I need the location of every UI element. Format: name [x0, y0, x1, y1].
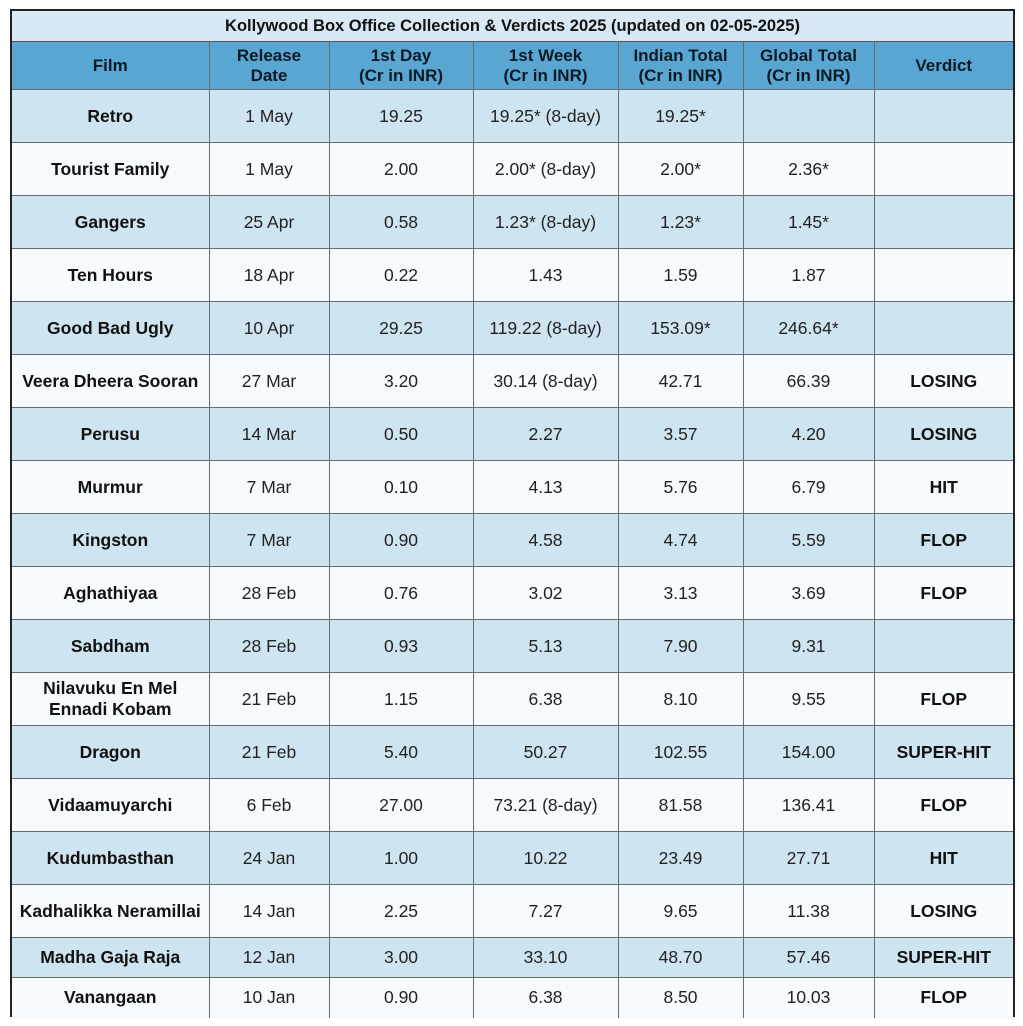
- header-global-line2: (Cr in INR): [766, 65, 851, 85]
- cell-first-week: 2.00* (8-day): [473, 143, 618, 196]
- header-day1-line1: 1st Day: [370, 45, 432, 65]
- cell-film: Aghathiyaa: [12, 567, 209, 620]
- cell-release-date: 21 Feb: [209, 726, 329, 779]
- cell-release-date: 14 Jan: [209, 885, 329, 938]
- cell-global-total: 1.45*: [743, 196, 874, 249]
- cell-indian-total: 2.00*: [618, 143, 743, 196]
- cell-release-date: 12 Jan: [209, 938, 329, 978]
- header-release-date: [209, 42, 329, 90]
- cell-first-week: 7.27: [473, 885, 618, 938]
- cell-release-date: 28 Feb: [209, 620, 329, 673]
- cell-global-total: 9.31: [743, 620, 874, 673]
- header-first-day: [329, 42, 473, 90]
- cell-first-day: 0.58: [329, 196, 473, 249]
- table-row: [12, 249, 1013, 302]
- cell-film: Retro: [12, 90, 209, 143]
- cell-film: Veera Dheera Sooran: [12, 355, 209, 408]
- cell-first-day: 27.00: [329, 779, 473, 832]
- cell-indian-total: 153.09*: [618, 302, 743, 355]
- cell-first-day: 2.25: [329, 885, 473, 938]
- cell-first-day: 0.10: [329, 461, 473, 514]
- header-film-label: Film: [92, 55, 128, 75]
- table-row: [12, 408, 1013, 461]
- cell-verdict: LOSING: [874, 355, 1013, 408]
- table-row: [12, 978, 1013, 1018]
- table-row: [12, 567, 1013, 620]
- cell-first-week: 33.10: [473, 938, 618, 978]
- cell-global-total: 136.41: [743, 779, 874, 832]
- table-title: Kollywood Box Office Collection & Verdicts 2025 (updated on 02-05-2025): [12, 11, 1013, 42]
- cell-global-total: 3.69: [743, 567, 874, 620]
- table-row: [12, 832, 1013, 885]
- cell-verdict: HIT: [874, 461, 1013, 514]
- cell-first-day: 0.90: [329, 978, 473, 1018]
- table-body: [12, 90, 1013, 1018]
- header-indian-total: [618, 42, 743, 90]
- cell-first-day: 19.25: [329, 90, 473, 143]
- cell-first-week: 1.43: [473, 249, 618, 302]
- header-release-line2: Date: [250, 65, 288, 85]
- cell-indian-total: 3.13: [618, 567, 743, 620]
- cell-verdict: FLOP: [874, 779, 1013, 832]
- cell-first-week: 1.23* (8-day): [473, 196, 618, 249]
- header-indian-line2: (Cr in INR): [638, 65, 723, 85]
- cell-global-total: 246.64*: [743, 302, 874, 355]
- table-row: [12, 514, 1013, 567]
- cell-indian-total: 5.76: [618, 461, 743, 514]
- cell-verdict: SUPER-HIT: [874, 938, 1013, 978]
- header-global-line1: Global Total: [760, 45, 857, 65]
- cell-global-total: 4.20: [743, 408, 874, 461]
- cell-global-total: 2.36*: [743, 143, 874, 196]
- cell-indian-total: 8.10: [618, 673, 743, 726]
- table-row: [12, 355, 1013, 408]
- cell-global-total: 66.39: [743, 355, 874, 408]
- cell-film: Tourist Family: [12, 143, 209, 196]
- cell-film: Sabdham: [12, 620, 209, 673]
- cell-first-week: 4.58: [473, 514, 618, 567]
- cell-indian-total: 42.71: [618, 355, 743, 408]
- header-verdict-label: Verdict: [915, 55, 973, 75]
- cell-global-total: 57.46: [743, 938, 874, 978]
- cell-verdict: HIT: [874, 832, 1013, 885]
- cell-verdict: FLOP: [874, 567, 1013, 620]
- cell-first-day: 1.15: [329, 673, 473, 726]
- cell-film: Good Bad Ugly: [12, 302, 209, 355]
- cell-release-date: 1 May: [209, 143, 329, 196]
- cell-first-week: 6.38: [473, 978, 618, 1018]
- cell-first-week: 6.38: [473, 673, 618, 726]
- header-film: [12, 42, 209, 90]
- cell-first-day: 0.76: [329, 567, 473, 620]
- cell-first-week: 2.27: [473, 408, 618, 461]
- cell-release-date: 14 Mar: [209, 408, 329, 461]
- cell-verdict: LOSING: [874, 408, 1013, 461]
- header-week1-line1: 1st Week: [508, 45, 583, 65]
- table-row: [12, 302, 1013, 355]
- cell-indian-total: 1.59: [618, 249, 743, 302]
- cell-first-day: 3.00: [329, 938, 473, 978]
- cell-global-total: 10.03: [743, 978, 874, 1018]
- cell-global-total: [743, 90, 874, 143]
- cell-release-date: 6 Feb: [209, 779, 329, 832]
- cell-indian-total: 1.23*: [618, 196, 743, 249]
- cell-global-total: 5.59: [743, 514, 874, 567]
- cell-first-day: 0.93: [329, 620, 473, 673]
- cell-film: Kudumbasthan: [12, 832, 209, 885]
- header-day1-line2: (Cr in INR): [358, 65, 444, 85]
- cell-film: Gangers: [12, 196, 209, 249]
- header-first-week: [473, 42, 618, 90]
- cell-global-total: 154.00: [743, 726, 874, 779]
- box-office-table-container: [10, 9, 1015, 1017]
- cell-first-day: 29.25: [329, 302, 473, 355]
- cell-first-week: 119.22 (8-day): [473, 302, 618, 355]
- cell-first-day: 5.40: [329, 726, 473, 779]
- cell-verdict: [874, 249, 1013, 302]
- cell-verdict: FLOP: [874, 514, 1013, 567]
- cell-indian-total: 9.65: [618, 885, 743, 938]
- cell-first-day: 0.90: [329, 514, 473, 567]
- cell-global-total: 6.79: [743, 461, 874, 514]
- header-week1-line2: (Cr in INR): [503, 65, 588, 85]
- cell-indian-total: 19.25*: [618, 90, 743, 143]
- cell-global-total: 11.38: [743, 885, 874, 938]
- cell-release-date: 21 Feb: [209, 673, 329, 726]
- cell-film: Perusu: [12, 408, 209, 461]
- cell-verdict: [874, 302, 1013, 355]
- cell-first-day: 0.50: [329, 408, 473, 461]
- cell-release-date: 24 Jan: [209, 832, 329, 885]
- cell-verdict: LOSING: [874, 885, 1013, 938]
- box-office-table: [12, 42, 1013, 1018]
- table-row: [12, 196, 1013, 249]
- cell-first-week: 3.02: [473, 567, 618, 620]
- cell-film: Vanangaan: [12, 978, 209, 1018]
- cell-release-date: 28 Feb: [209, 567, 329, 620]
- cell-film: Madha Gaja Raja: [12, 938, 209, 978]
- cell-first-week: 30.14 (8-day): [473, 355, 618, 408]
- header-verdict: [874, 42, 1013, 90]
- cell-first-day: 2.00: [329, 143, 473, 196]
- cell-film: Vidaamuyarchi: [12, 779, 209, 832]
- cell-first-day: 1.00: [329, 832, 473, 885]
- cell-verdict: [874, 620, 1013, 673]
- header-indian-line1: Indian Total: [633, 45, 728, 65]
- cell-verdict: [874, 90, 1013, 143]
- cell-indian-total: 4.74: [618, 514, 743, 567]
- table-header: [12, 42, 1013, 90]
- cell-verdict: [874, 196, 1013, 249]
- cell-global-total: 27.71: [743, 832, 874, 885]
- cell-verdict: FLOP: [874, 673, 1013, 726]
- cell-release-date: 10 Jan: [209, 978, 329, 1018]
- cell-indian-total: 23.49: [618, 832, 743, 885]
- table-row: [12, 143, 1013, 196]
- header-global-total: [743, 42, 874, 90]
- table-row: [12, 726, 1013, 779]
- cell-release-date: 1 May: [209, 90, 329, 143]
- table-row: [12, 673, 1013, 726]
- cell-first-week: 73.21 (8-day): [473, 779, 618, 832]
- cell-film: Dragon: [12, 726, 209, 779]
- cell-first-week: 10.22: [473, 832, 618, 885]
- table-row: [12, 938, 1013, 978]
- cell-first-week: 5.13: [473, 620, 618, 673]
- table-row: [12, 620, 1013, 673]
- cell-indian-total: 7.90: [618, 620, 743, 673]
- table-row: [12, 885, 1013, 938]
- cell-indian-total: 3.57: [618, 408, 743, 461]
- cell-release-date: 7 Mar: [209, 514, 329, 567]
- cell-indian-total: 8.50: [618, 978, 743, 1018]
- cell-release-date: 25 Apr: [209, 196, 329, 249]
- table-row: [12, 779, 1013, 832]
- cell-release-date: 10 Apr: [209, 302, 329, 355]
- cell-film: Kadhalikka Neramillai: [12, 885, 209, 938]
- cell-first-week: 4.13: [473, 461, 618, 514]
- header-release-line1: Release: [236, 45, 302, 65]
- cell-verdict: SUPER-HIT: [874, 726, 1013, 779]
- cell-first-day: 3.20: [329, 355, 473, 408]
- cell-global-total: 1.87: [743, 249, 874, 302]
- cell-film: Kingston: [12, 514, 209, 567]
- cell-indian-total: 48.70: [618, 938, 743, 978]
- cell-verdict: [874, 143, 1013, 196]
- cell-indian-total: 81.58: [618, 779, 743, 832]
- cell-film: Ten Hours: [12, 249, 209, 302]
- cell-global-total: 9.55: [743, 673, 874, 726]
- table-row: [12, 90, 1013, 143]
- cell-film: Murmur: [12, 461, 209, 514]
- cell-first-week: 19.25* (8-day): [473, 90, 618, 143]
- cell-release-date: 18 Apr: [209, 249, 329, 302]
- header-row: [12, 42, 1013, 90]
- cell-film: Nilavuku En Mel Ennadi Kobam: [12, 673, 209, 726]
- cell-release-date: 27 Mar: [209, 355, 329, 408]
- cell-indian-total: 102.55: [618, 726, 743, 779]
- cell-first-day: 0.22: [329, 249, 473, 302]
- cell-release-date: 7 Mar: [209, 461, 329, 514]
- cell-verdict: FLOP: [874, 978, 1013, 1018]
- table-row: [12, 461, 1013, 514]
- cell-first-week: 50.27: [473, 726, 618, 779]
